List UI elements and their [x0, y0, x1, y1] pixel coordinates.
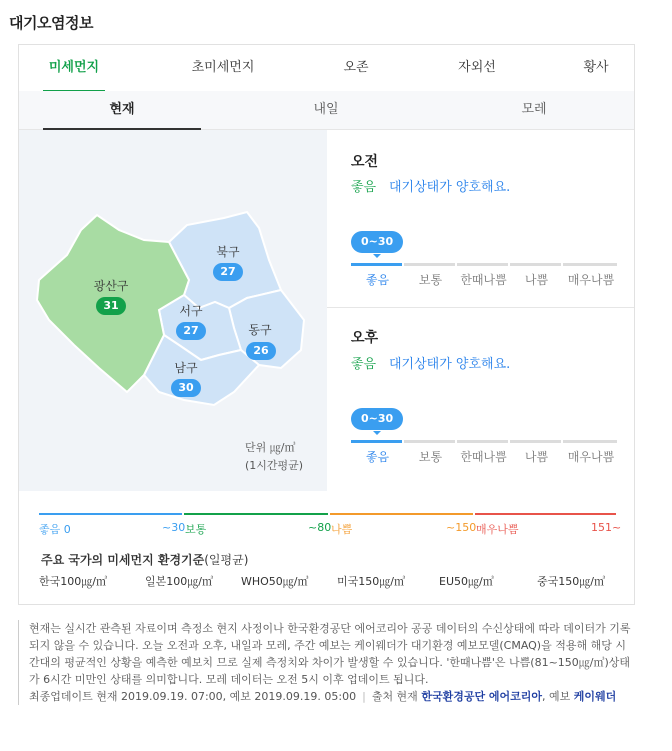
scale-level-very-bad: 매우나쁨 — [567, 450, 615, 464]
scale-level-normal: 보통 — [418, 450, 443, 464]
tab-fine-dust[interactable]: 미세먼지 — [43, 45, 105, 91]
standards-title: 주요 국가의 미세먼지 환경기준(일평균) — [41, 553, 249, 567]
district-name-gwangsan: 광산구 — [93, 279, 129, 293]
district-value-gwangsan[interactable]: 31 — [96, 297, 126, 315]
scale-level-bad: 나쁨 — [524, 273, 549, 287]
scale-segment — [563, 263, 617, 266]
tab-ozone[interactable]: 오존 — [343, 60, 369, 75]
tab-day-after[interactable]: 모레 — [521, 102, 547, 117]
standard-korea: 한국100㎍/㎥ — [39, 575, 107, 588]
source-mid: , 예보 — [542, 690, 571, 703]
tab-tomorrow[interactable]: 내일 — [313, 102, 339, 117]
source-airkorea-link[interactable]: 한국환경공단 에어코리아 — [421, 690, 543, 703]
tab-ultrafine-dust[interactable]: 초미세먼지 — [191, 60, 255, 75]
district-name-nam: 남구 — [174, 361, 198, 375]
day-tabs — [19, 91, 634, 130]
scale-segment — [404, 263, 455, 266]
scale-segment — [404, 440, 455, 443]
legend-very-bad-label: 매우나쁨 — [476, 523, 519, 536]
legend-bar-good — [39, 513, 182, 515]
standard-eu: EU50㎍/㎥ — [439, 575, 494, 588]
legend-very-bad-min: 151~ — [591, 521, 622, 534]
legend-normal-max: ~80 — [308, 521, 332, 534]
forecast-am-range-badge: 0~30 — [351, 231, 403, 253]
legend-bar-bad — [330, 513, 473, 515]
scale-segment — [563, 440, 617, 443]
tab-yellow-dust[interactable]: 황사 — [583, 60, 609, 75]
unit-note: (1시간평균) — [245, 459, 304, 472]
scale-segment — [351, 263, 402, 266]
page-title: 대기오염정보 — [9, 14, 93, 32]
legend-bad-label: 나쁨 — [331, 523, 353, 536]
scale-segment — [457, 263, 508, 266]
legend-bad-max: ~150 — [446, 521, 477, 534]
legend-bar-very-bad — [475, 513, 616, 515]
district-map — [19, 130, 327, 491]
air-quality-panel — [18, 44, 635, 605]
unit-label: 단위 ㎍/㎥ — [245, 441, 296, 454]
notice-box — [18, 620, 635, 705]
scale-level-normal: 보통 — [418, 273, 443, 287]
scale-segment — [510, 263, 561, 266]
scale-level-bad: 나쁨 — [524, 450, 549, 464]
tab-now[interactable]: 현재 — [43, 91, 201, 129]
source-label: 출처 현재 — [371, 690, 418, 703]
forecast-pm — [327, 308, 634, 491]
district-value-dong[interactable]: 26 — [246, 342, 276, 360]
scale-segment — [351, 440, 402, 443]
source-kweather-link[interactable]: 케이웨더 — [573, 690, 617, 703]
forecast-am-status: 좋음 — [351, 180, 377, 195]
forecast-pm-range-badge: 0~30 — [351, 408, 403, 430]
forecast-pm-status: 좋음 — [351, 357, 377, 372]
forecast-pm-period: 오후 — [351, 330, 379, 346]
scale-level-good: 좋음 — [365, 450, 390, 464]
scale-level-very-bad: 매우나쁨 — [567, 273, 615, 287]
scale-level-sometimes-bad: 한때나쁨 — [460, 450, 507, 464]
scale-level-sometimes-bad: 한때나쁨 — [460, 273, 507, 287]
legend-bar-normal — [184, 513, 328, 515]
tab-uv[interactable]: 자외선 — [458, 60, 496, 75]
forecast-am-period: 오전 — [351, 154, 379, 170]
scale-segment — [510, 440, 561, 443]
scale-level-good: 좋음 — [365, 273, 390, 287]
district-value-buk[interactable]: 27 — [213, 263, 243, 281]
district-name-seo: 서구 — [179, 304, 203, 318]
forecast-am-desc: 대기상태가 양호해요. — [389, 180, 511, 195]
district-name-dong: 동구 — [248, 323, 272, 337]
notice-text: 현재는 실시간 관측된 자료이며 측정소 현지 사정이나 한국환경공단 에어코리아 공공 데이터의 수신상태에 따라 데이터가 기록되지 않을 수 있습니다. 오늘 오전과 오후, 내일과 모레, 주간 예보는 케이웨더가 대기환경 예보모델(CMAQ)을 적용해 해당 시간대의 평균적인 상황을 예측한 예보치 므로 실제 측정치와 차이가 발생할 수 있습니다. '한때나쁨'은 나쁨(81~150㎍/㎥)상태가 6시간 미만인 상태를 의미합니다. 모레 데이터는 오전 5시 이후 업데이트 됩니다. — [29, 622, 631, 686]
legend-normal-label: 보통 — [185, 523, 207, 536]
district-value-nam[interactable]: 30 — [171, 379, 201, 397]
legend-good-max: ~30 — [162, 521, 186, 534]
update-time: 최종업데이트 현재 2019.09.19. 07:00, 예보 2019.09.19. 05:00 — [29, 690, 357, 703]
notice-footer: 최종업데이트 현재 2019.09.19. 07:00, 예보 2019.09.19. 05:00 | 출처 현재 한국환경공단 에어코리아, 예보 케이웨더 — [29, 690, 617, 703]
standard-china: 중국150㎍/㎥ — [537, 575, 605, 588]
legend-good-label: 좋음 0 — [39, 523, 71, 536]
district-map-shapes — [19, 130, 327, 491]
standard-who: WHO50㎍/㎥ — [241, 575, 309, 588]
standard-japan: 일본100㎍/㎥ — [145, 575, 213, 588]
scale-segment — [457, 440, 508, 443]
district-value-seo[interactable]: 27 — [176, 322, 206, 340]
pollutant-tabs — [19, 45, 634, 92]
forecast-pm-desc: 대기상태가 양호해요. — [389, 357, 511, 372]
standard-usa: 미국150㎍/㎥ — [337, 575, 405, 588]
forecast-am — [327, 130, 634, 307]
district-name-buk: 북구 — [216, 245, 240, 259]
